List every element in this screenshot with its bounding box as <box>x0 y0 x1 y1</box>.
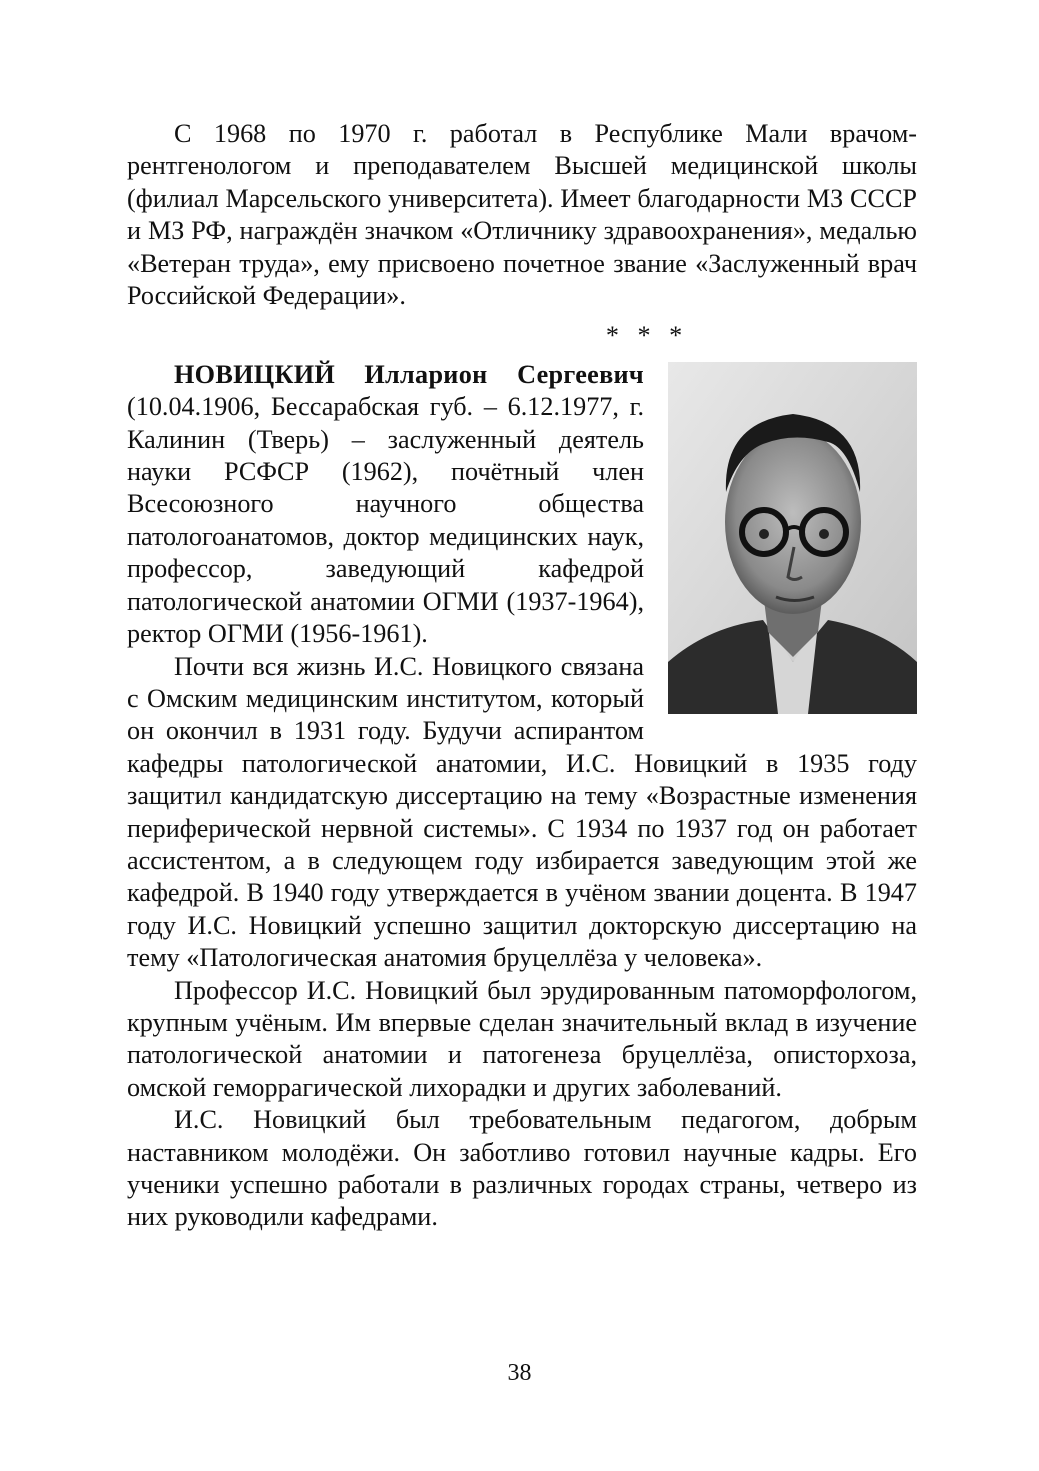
intro-paragraph: С 1968 по 1970 г. работал в Республике Мали врачом-рентгенологом и преподавателем Высшей медицинской школы (филиал Марсельского университета). Имеет благодарности МЗ СССР и МЗ РФ, награждён значком «Отличнику здравоохранения», медалью «Ветеран труда», ему присвоено почетное звание «Заслуженный врач Российской Федерации». <box>127 119 917 311</box>
person-given-names: Илларион Сергеевич <box>364 359 644 389</box>
biography-paragraph-teaching: И.С. Новицкий был требовательным педагогом, добрым наставником молодёжи. Он заботливо готовил научные кадры. Его ученики успешно работали в различных городах страны, четверо из них руководили кафедрами. <box>127 1105 917 1232</box>
portrait-photo <box>668 362 917 714</box>
biography-paragraph-education: Почти вся жизнь И.С. Новицкого связана с Омским медицинским институтом, который он окончил в 1931 году. Будучи аспирантом кафедры патологической анатомии, И.С. Новицкий в 1935 году защитил кандидатскую диссертацию на тему «Возрастные изменения периферической нервной системы». С 1934 по 1937 год он работает ассистентом, а в следующем году избирается заведующим этой же кафедрой. В 1940 году утверждается в учёном звании доцента. В 1947 году И.С. Новицкий успешно защитил докторскую диссертацию на тему «Патологическая анатомия бруцеллёза у человека». <box>127 651 917 973</box>
page-number: 38 <box>507 1360 532 1386</box>
page-body <box>127 118 917 1234</box>
biography-summary: (10.04.1906, Бессарабская губ. – 6.12.1977, г. Калинин (Тверь) – заслуженный деятель науки РСФСР (1962), почётный член Всесоюзного научного общества патологоанатомов, доктор медицинских наук, профессор, заведующий кафедрой патологической анатомии ОГМИ (1937-1964), ректор ОГМИ (1956-1961). <box>127 392 644 649</box>
person-surname: НОВИЦКИЙ <box>174 359 336 389</box>
section-separator: * * * <box>605 321 689 351</box>
biography-paragraph-research: Профессор И.С. Новицкий был эрудированным патоморфологом, крупным учёным. Им впервые сделан значительный вклад в изучение патологической анатомии и патогенеза бруцеллёза, описторхоза, омской геморрагической лихорадки и других заболеваний. <box>127 975 917 1102</box>
